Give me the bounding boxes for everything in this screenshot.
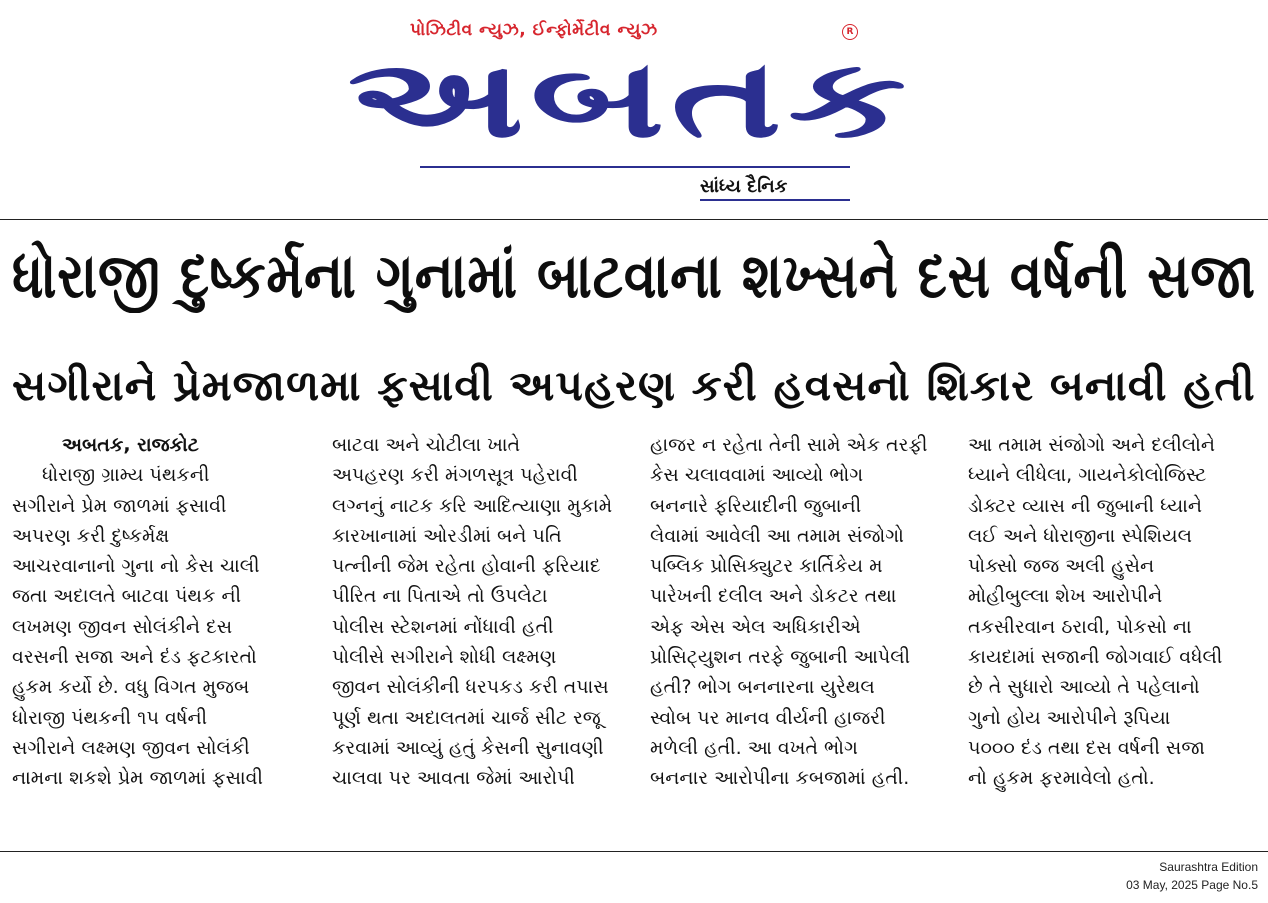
- article-line: ૫૦૦૦ દંડ તથા દસ વર્ષની સજા: [968, 736, 1205, 759]
- subtitle-divider: [700, 199, 850, 201]
- article-line: ધોરાજી પંથકની ૧૫ વર્ષની: [12, 706, 208, 729]
- article-column-1: [12, 430, 302, 794]
- article-line: બનનારે ફરિયાદીની જુબાની: [650, 494, 862, 517]
- article-line: અપહરણ કરી મંગળસૂત્ર પહેરાવી: [332, 464, 578, 487]
- logo-divider: [420, 166, 850, 168]
- article-line: મોહીબુલ્લા શેખ આરોપીને: [968, 585, 1163, 608]
- article-line: વરસની સજા અને દંડ ફટકારતો: [12, 646, 257, 669]
- article-line: હાજર ન રહેતા તેની સામે એક તરફી: [650, 434, 928, 456]
- article-column-2: [332, 430, 622, 794]
- article-line: કેસ ચલાવવામાં આવ્યો ભોગ: [650, 464, 864, 487]
- article-line: સ્વોબ પર માનવ વીર્યની હાજરી: [650, 706, 886, 729]
- article-line: હુકમ કર્યો છે. વધુ વિગત મુજબ: [12, 676, 250, 699]
- article-line: પ્રોસિટ્યુશન તરફે જુબાની આપેલી: [650, 646, 911, 669]
- header-divider: [0, 219, 1268, 220]
- article-line: પારેખની દલીલ અને ડોકટર તથા: [650, 585, 897, 608]
- article-dateline: અબતક, રાજકોટ: [62, 434, 199, 456]
- article-line: કાયદામાં સજાની જોગવાઈ વધેલી: [968, 646, 1223, 669]
- edition-date-page: 03 May, 2025 Page No.5: [1126, 878, 1258, 892]
- masthead-subtitle: સાંધ્ય દૈનિક: [700, 176, 788, 197]
- article-line: લગ્નનું નાટક કરિ આદિત્યાણા મુકામે: [332, 494, 613, 517]
- article-line: મળેલી હતી. આ વખતે ભોગ: [650, 736, 858, 759]
- article-line: સગીરાને પ્રેમ જાળમાં ફસાવી: [12, 494, 227, 517]
- article-line: અપરણ કરી દુષ્કર્મક્ષ: [12, 524, 170, 547]
- newspaper-logo: અબતક: [347, 37, 913, 162]
- article-line: પૂર્ણ થતા અદાલતમાં ચાર્જ સીટ રજૂ: [332, 706, 601, 729]
- edition-name: Saurashtra Edition: [1159, 860, 1258, 874]
- article-line: ગુનો હોય આરોપીને રૂપિયા: [968, 706, 1171, 729]
- article-line: ચાલવા પર આવતા જેમાં આરોપી: [332, 767, 575, 790]
- edition-info: [1126, 858, 1258, 894]
- article-line: લખમણ જીવન સોલંકીને દસ: [12, 615, 233, 638]
- article-line: આચરવાનાનો ગુના નો કેસ ચાલી: [12, 555, 260, 578]
- article-line: પોક્સો જજ અલી હુસેન: [968, 555, 1155, 578]
- article-line: બનનાર આરોપીના કબજામાં હતી.: [650, 767, 910, 790]
- article-line: સગીરાને લક્ષ્મણ જીવન સોલંકી: [12, 736, 250, 759]
- article-line: ધ્યાને લીધેલા, ગાયનેકોલોજિસ્ટ: [968, 464, 1207, 487]
- article-line: પબ્લિક પ્રોસિક્યુટર કાર્તિકેય મ: [650, 555, 883, 578]
- article-column-3: [650, 430, 940, 794]
- article-line: નામના શકશે પ્રેમ જાળમાં ફસાવી: [12, 767, 263, 790]
- footer-divider: [0, 851, 1268, 852]
- article-line: કારખાનામાં ઓરડીમાં બને પતિ: [332, 524, 562, 547]
- article-line: પોલીસ સ્ટેશનમાં નોંધાવી હતી: [332, 615, 554, 638]
- article-line: આ તમામ સંજોગો અને દલીલોને: [968, 434, 1216, 456]
- article-line: પત્નીની જેમ રહેતા હોવાની ફરિયાદ: [332, 555, 601, 578]
- article-line: છે તે સુધારો આવ્યો તે પહેલાનો: [968, 676, 1200, 699]
- masthead-tagline: પોઝિટીવ ન્યુઝ, ઈન્ફોર્મેટીવ ન્યુઝ: [410, 20, 658, 40]
- article-line: પીરિત ના પિતાએ તો ઉપલેટા: [332, 585, 548, 608]
- article-line: લેવામાં આવેલી આ તમામ સંજોગો: [650, 524, 904, 547]
- article-line: ધોરાજી ગ્રામ્ય પંથકની: [42, 464, 210, 487]
- article-subheadline: સગીરાને પ્રેમજાળમા ફસાવી અપહરણ કરી હવસનો શિકાર બનાવી હતી: [12, 361, 1256, 410]
- article-line: બાટવા અને ચોટીલા ખાતે: [332, 434, 521, 456]
- article-line: નો હુકમ ફરમાવેલો હતો.: [968, 767, 1155, 790]
- article-line: જતા અદાલતે બાટવા પંથક ની: [12, 585, 242, 608]
- article-line: એફ એસ એલ અધિકારીએ: [650, 615, 861, 638]
- article-line: લઈ અને ધોરાજીના સ્પેશિયલ: [968, 524, 1192, 547]
- article-line: હતી? ભોગ બનનારના યુરેથલ: [650, 676, 875, 699]
- article-headline: ધોરાજી દુષ્કર્મના ગુનામાં બાટવાના શખ્સને દસ વર્ષની સજા: [12, 239, 1256, 312]
- article-line: કરવામાં આવ્યું હતું કેસની સુનાવણી: [332, 736, 604, 759]
- article-line: તકસીરવાન ઠરાવી, પોકસો ના: [968, 615, 1192, 638]
- masthead: [0, 0, 1268, 218]
- registered-mark-icon: R: [842, 24, 858, 40]
- article-line: જીવન સોલંકીની ધરપકડ કરી તપાસ: [332, 676, 609, 699]
- article-line: પોલીસે સગીરાને શોધી લક્ષ્મણ: [332, 646, 557, 669]
- article-column-4: [968, 430, 1258, 794]
- article-line: ડોક્ટર વ્યાસ ની જુબાની ધ્યાને: [968, 494, 1203, 517]
